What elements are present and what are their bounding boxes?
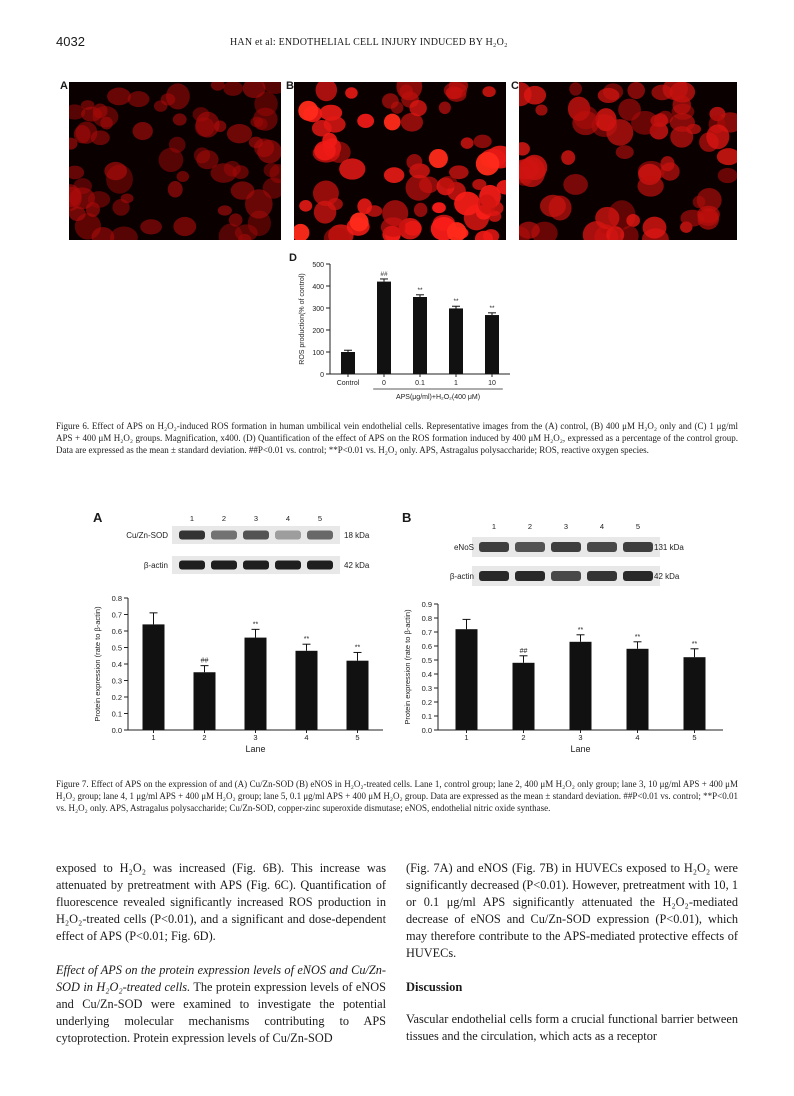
y-tick-label: 500 — [312, 262, 324, 269]
cell — [232, 165, 248, 179]
cell — [595, 207, 619, 229]
cell — [406, 175, 433, 201]
cell — [706, 124, 729, 149]
cell — [161, 93, 176, 105]
fig7a-western-blot — [100, 510, 390, 580]
y-tick-label: 0.9 — [421, 600, 432, 609]
cell — [574, 106, 599, 130]
bar — [570, 642, 592, 730]
x-tick-label: 1 — [151, 733, 156, 742]
blot-row-label: β-actin — [143, 561, 168, 570]
cell — [168, 181, 183, 197]
micrograph-a — [69, 82, 281, 240]
x-tick-label: 1 — [464, 733, 469, 742]
cell — [626, 214, 640, 227]
cell — [173, 217, 196, 236]
running-head: HAN et al: ENDOTHELIAL CELL INJURY INDUCED BY H₂O₂ — [230, 37, 508, 48]
y-tick-label: 100 — [312, 350, 324, 357]
y-tick-label: 0.1 — [111, 709, 122, 719]
blot-band — [307, 561, 333, 570]
bar — [449, 308, 463, 374]
cell — [107, 88, 131, 106]
blot-band — [587, 571, 617, 581]
cell — [245, 189, 273, 218]
cell — [660, 156, 674, 171]
cell — [540, 195, 566, 217]
fig7b-western-blot — [410, 520, 730, 590]
cell — [643, 217, 667, 239]
cell — [461, 137, 474, 148]
cell — [432, 202, 446, 213]
cell — [219, 224, 243, 240]
body-paragraph: (Fig. 7A) and eNOS (Fig. 7B) in HUVECs exposed to H₂O₂ were significantly decreased (P<0.01). However, pretreatment with 10, 1 or 0.1 μg/ml APS significantly attenuated the H₂O₂-mediated decrease of eNOS and Cu/Zn-SOD expression (P<0.01), which may therefore contribute to the APS-mediated protective effects of HUVECs. — [406, 861, 738, 960]
cell — [718, 168, 737, 183]
lane-number: 1 — [491, 522, 497, 531]
blot-band — [179, 531, 205, 540]
x-tick-label: 3 — [578, 733, 583, 742]
blot-band — [179, 561, 205, 570]
lane-number: 3 — [563, 522, 569, 531]
cell — [524, 86, 546, 105]
fig6d-bar-chart — [292, 254, 522, 404]
cell — [606, 119, 633, 146]
blot-row-label: eNoS — [453, 543, 474, 552]
y-tick-label: 0.0 — [111, 726, 122, 735]
y-tick-label: 0.7 — [421, 628, 432, 637]
significance-label: ** — [691, 640, 698, 648]
significance-label: ** — [489, 304, 495, 312]
cell — [698, 211, 718, 226]
cell — [264, 163, 280, 177]
cell — [218, 205, 232, 215]
x-tick-label: 5 — [355, 733, 360, 742]
y-tick-label: 200 — [312, 328, 324, 335]
cell — [177, 171, 190, 182]
y-tick-label: 300 — [312, 306, 324, 313]
cell — [196, 150, 218, 169]
blot-band — [479, 542, 509, 552]
cell — [324, 116, 346, 132]
cell — [561, 150, 575, 165]
blot-row-label: β-actin — [449, 572, 474, 581]
body-paragraph — [56, 962, 386, 1047]
cell — [316, 82, 338, 101]
fig7-panel-label-b: B — [402, 510, 412, 525]
cell — [454, 192, 480, 216]
cell — [314, 141, 336, 161]
y-tick-label: 0.3 — [421, 684, 432, 693]
page-number: 4032 — [56, 34, 85, 49]
x-tick-label: 0 — [382, 380, 386, 387]
y-tick-label: 400 — [312, 284, 324, 291]
lane-number: 4 — [599, 522, 605, 531]
bar — [143, 624, 165, 730]
y-tick-label: 0.4 — [421, 670, 432, 679]
blot-band — [551, 542, 581, 552]
cell — [339, 158, 365, 179]
body-paragraph-text: The protein expression levels of eNOS and Cu/Zn-SOD were examined to investigate the potential underlying molecular mechanisms contributing to APS cytoprotection. Protein expression levels of Cu/Zn-SOD — [56, 980, 386, 1045]
bar — [684, 657, 706, 730]
y-tick-label: 0.6 — [111, 627, 122, 636]
blot-band — [275, 561, 301, 570]
bright-cell — [476, 152, 500, 176]
figure6-caption: Figure 6. Effect of APS on H₂O₂-induced ROS formation in human umbilical vein endothelial cells. Representative images from the (A) control, (B) 400 μM H₂O₂ only and (C) 1 μg/ml APS + 400 μM H₂O₂ groups. Magnification, x400. (D) Quantification of the effect of APS on the ROS formation induced by 400 μM H₂O₂, expressed as a percentage of the control group. Data are expressed as the mean ± standard deviation. ##P<0.01 vs. control; **P<0.01 vs. H₂O₂ only. APS, Astragalus polysaccharide; ROS, reactive oxygen species. — [56, 421, 738, 455]
cell — [717, 148, 737, 165]
blot-band — [587, 542, 617, 552]
cell — [76, 121, 98, 143]
cell — [140, 219, 162, 234]
bright-cell — [298, 101, 318, 121]
body-paragraph: Vascular endothelial cells form a crucial functional barrier between tissues and the circulation, which acts as a receptor — [406, 1012, 738, 1043]
cell — [654, 113, 668, 127]
x-tick-label: 5 — [692, 733, 697, 742]
body-right-column — [406, 860, 738, 1045]
cell — [104, 162, 127, 180]
y-tick-label: 0.2 — [421, 698, 432, 707]
bar — [513, 663, 535, 730]
y-axis-label: ROS production(% of control) — [299, 273, 306, 365]
figure7-caption: Figure 7. Effect of APS on the expression of and (A) Cu/Zn-SOD (B) eNOS in H₂O₂-treated cells. Lane 1, control group; lane 2, 400 μM H₂O₂ only group; lane 3, 10 μg/ml APS + 400 μM H₂O₂ group; lane 4, 1 μg/ml APS + 400 μM H₂O₂ group; lane 5, 0.1 μg/ml APS + 400 μM H₂O₂ group. Data are expressed as the mean ± standard deviation. ##P<0.01 vs. control; **P<0.01 vs. H₂O₂ only. APS, Astragalus polysaccharide; Cu/Zn-SOD, copper-zinc superoxide dismutase; eNOS, endothelial nitric oxide synthase. — [56, 779, 738, 813]
bar — [347, 661, 369, 730]
cell — [519, 142, 530, 156]
bar — [627, 649, 649, 730]
blot-band — [307, 531, 333, 540]
cell — [69, 166, 84, 180]
cell — [249, 137, 263, 149]
molecular-weight-label: 42 kDa — [344, 561, 370, 570]
lane-number: 1 — [189, 514, 195, 523]
molecular-weight-label: 42 kDa — [654, 572, 680, 581]
body-paragraph: exposed to H₂O₂ was increased (Fig. 6B). This increase was attenuated by pretreatment with APS (Fig. 6C). Quantification of fluorescence revealed significantly increased ROS production in H₂O₂-treated cells (P<0.01), and a significant and dose-dependent effect of APS (P<0.01; Fig. 6D). — [56, 861, 386, 943]
y-axis-label: Protein expression (rate to β-actin) — [403, 609, 412, 725]
cell — [133, 122, 153, 140]
significance-label: ## — [380, 270, 388, 278]
molecular-weight-label: 18 kDa — [344, 531, 370, 540]
y-tick-label: 0.1 — [421, 712, 432, 721]
blot-band — [623, 542, 653, 552]
cell — [474, 135, 492, 149]
cell — [637, 175, 663, 196]
y-tick-label: 0.6 — [421, 642, 432, 651]
cell — [406, 154, 422, 170]
fig6-panel-label-c: C — [511, 80, 519, 92]
bright-cell — [294, 224, 309, 240]
blot-row-label: Cu/Zn-SOD — [126, 531, 168, 540]
subsection-heading: Effect of APS on the protein expression levels of eNOS and Cu/Zn-SOD in H₂O₂-treated cells. — [56, 963, 386, 994]
cell — [173, 113, 187, 125]
significance-label: ** — [453, 298, 459, 306]
cell — [616, 145, 634, 159]
significance-label: ** — [634, 633, 641, 641]
lane-number: 5 — [635, 522, 641, 531]
y-tick-label: 0.4 — [111, 660, 122, 669]
bar — [377, 282, 391, 374]
significance-label: ## — [200, 657, 209, 665]
bar — [341, 352, 355, 374]
x-tick-label: 3 — [253, 733, 258, 742]
y-axis-label: Protein expression (rate to β-actin) — [93, 606, 102, 722]
significance-label: ## — [519, 647, 528, 655]
x-tick-label: 4 — [635, 733, 640, 742]
micrograph-b — [294, 82, 506, 240]
molecular-weight-label: 131 kDa — [654, 543, 684, 552]
lane-number: 2 — [527, 522, 533, 531]
bright-cell — [429, 149, 448, 168]
y-tick-label: 0.2 — [111, 693, 122, 702]
cell — [382, 93, 399, 109]
fig7b-bar-chart — [398, 585, 728, 758]
significance-label: ** — [252, 621, 259, 629]
significance-label: ** — [303, 636, 310, 644]
lane-number: 5 — [317, 514, 323, 523]
blot-band — [515, 571, 545, 581]
cell — [563, 174, 588, 195]
blot-band — [243, 531, 269, 540]
bar — [194, 672, 216, 730]
significance-label: ** — [577, 626, 584, 634]
fig7a-bar-chart — [88, 590, 388, 758]
y-tick-label: 0.8 — [111, 594, 122, 603]
micrograph-c — [519, 82, 737, 240]
blot-band — [479, 571, 509, 581]
cell — [223, 82, 243, 96]
cell — [314, 201, 336, 224]
significance-label: ** — [417, 286, 423, 294]
x-axis-label: Lane — [570, 744, 591, 754]
x-tick-label: Control — [336, 380, 360, 387]
fig6-panel-label-d: D — [289, 252, 297, 264]
cell — [399, 85, 413, 99]
x-axis-label: Lane — [245, 744, 266, 754]
cell — [670, 113, 695, 132]
cell — [440, 176, 457, 189]
cell — [159, 148, 184, 172]
fig7-panel-label-a: A — [93, 510, 103, 525]
cell — [478, 194, 496, 213]
cell — [211, 82, 225, 91]
body-left-column — [56, 860, 386, 1047]
x-tick-label: 1 — [454, 380, 458, 387]
bright-cell — [350, 213, 369, 232]
cell — [299, 200, 312, 212]
blot-band — [515, 542, 545, 552]
cell — [627, 82, 645, 99]
blot-band — [551, 571, 581, 581]
blot-band — [275, 531, 301, 540]
x-tick-label: 10 — [488, 380, 496, 387]
y-tick-label: 0.5 — [421, 656, 432, 665]
x-tick-label: 4 — [304, 733, 309, 742]
y-tick-label: 0.0 — [421, 726, 432, 735]
y-tick-label: 0.8 — [421, 614, 432, 623]
cell — [88, 191, 110, 208]
cell — [345, 87, 358, 98]
cell — [409, 100, 426, 116]
bar — [413, 297, 427, 374]
y-tick-label: 0.5 — [111, 643, 122, 653]
cell — [214, 121, 226, 133]
cell — [110, 226, 138, 240]
lane-number: 4 — [285, 514, 291, 523]
blot-band — [211, 561, 237, 570]
cell — [414, 203, 427, 217]
x-axis-label: APS(μg/ml)+H₂O₂(400 μM) — [395, 394, 481, 401]
cell — [384, 167, 404, 183]
blot-band — [211, 531, 237, 540]
cell — [112, 199, 129, 216]
lane-number: 3 — [253, 514, 259, 523]
bar — [296, 651, 318, 730]
cell — [535, 105, 547, 116]
cell — [569, 82, 582, 95]
y-tick-label: 0.3 — [111, 676, 122, 686]
section-title: Discussion — [406, 980, 463, 994]
cell — [227, 124, 252, 143]
cell — [93, 103, 108, 118]
significance-label: ** — [354, 644, 361, 652]
x-tick-label: 0.1 — [415, 380, 425, 387]
lane-number: 2 — [221, 514, 227, 523]
cell — [439, 101, 451, 114]
cell — [673, 95, 691, 115]
bar — [485, 315, 499, 374]
y-tick-label: 0.7 — [111, 610, 122, 620]
x-tick-label: 2 — [521, 733, 526, 742]
cell — [357, 114, 374, 128]
y-tick-label: 0 — [320, 372, 324, 379]
cell — [254, 118, 267, 130]
cell — [382, 200, 408, 226]
blot-band — [243, 561, 269, 570]
cell — [693, 196, 706, 209]
cell — [482, 86, 495, 97]
cell — [357, 198, 372, 214]
fig6-panel-label-a: A — [60, 80, 68, 92]
bar — [245, 638, 267, 730]
x-tick-label: 2 — [202, 733, 207, 742]
fig6-panel-label-b: B — [286, 80, 294, 92]
cell — [128, 91, 150, 107]
cell — [598, 88, 620, 103]
bright-cell — [384, 114, 401, 131]
blot-band — [623, 571, 653, 581]
bar — [456, 629, 478, 730]
